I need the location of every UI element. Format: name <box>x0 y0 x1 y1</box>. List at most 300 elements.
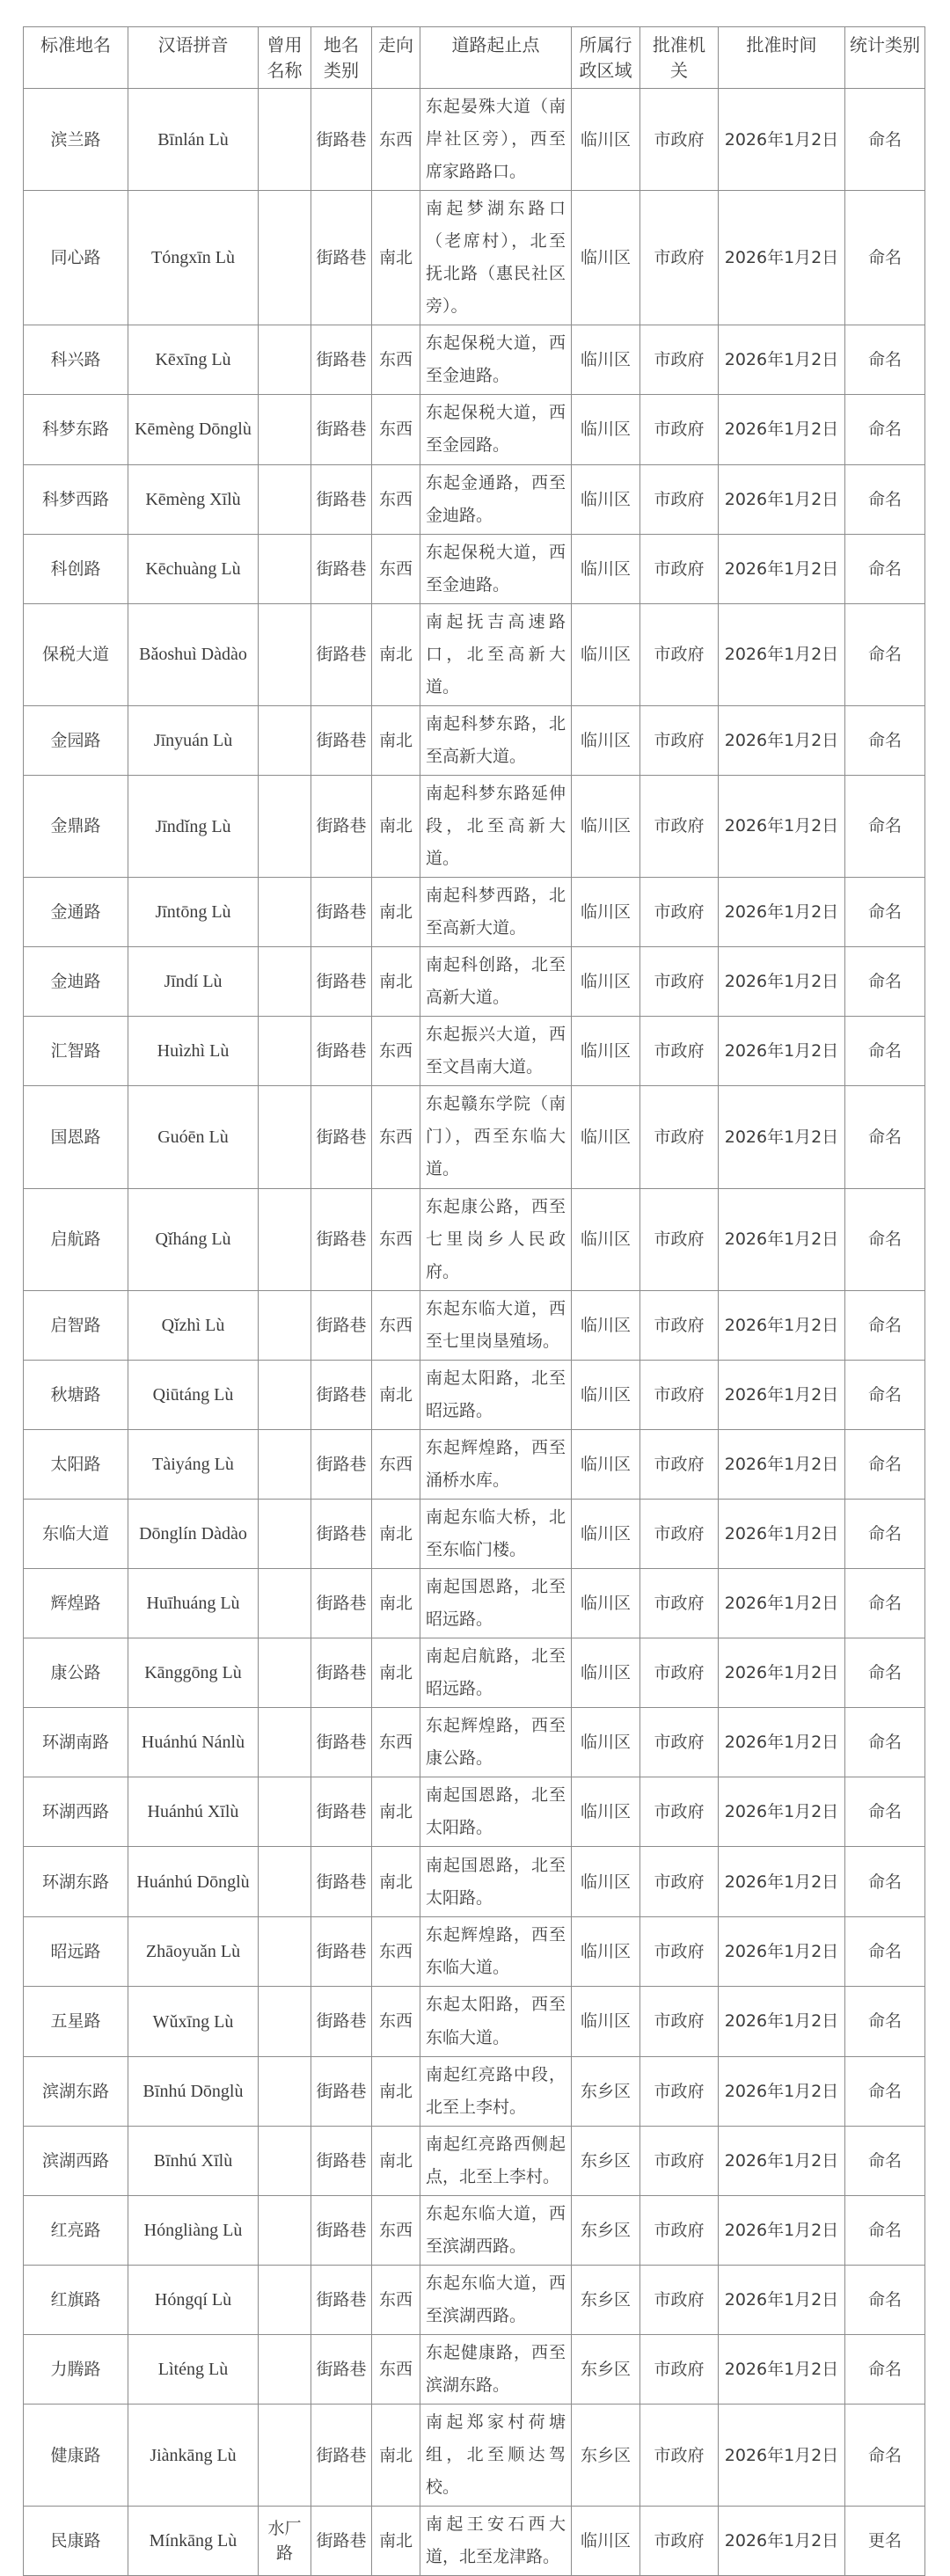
standard-name-cell: 科梦东路 <box>24 395 128 464</box>
authority-cell: 市政府 <box>640 603 719 705</box>
standard-name-cell: 金迪路 <box>24 947 128 1017</box>
direction-cell: 东西 <box>372 464 420 534</box>
date-cell: 2026年1月2日 <box>719 1086 845 1188</box>
category-cell: 街路巷 <box>311 1917 372 1987</box>
authority-cell: 市政府 <box>640 89 719 191</box>
date-cell: 2026年1月2日 <box>719 1638 845 1708</box>
category-cell: 街路巷 <box>311 1017 372 1086</box>
authority-cell: 市政府 <box>640 1086 719 1188</box>
former-name-cell <box>259 325 311 395</box>
route-cell: 东起康公路，西至七里岗乡人民政府。 <box>420 1188 572 1290</box>
direction-cell: 南北 <box>372 775 420 877</box>
stat-category-cell: 命名 <box>845 464 925 534</box>
direction-cell: 东西 <box>372 2265 420 2334</box>
pinyin-cell: Kēmèng Dōnglù <box>128 395 259 464</box>
authority-cell: 市政府 <box>640 1290 719 1360</box>
authority-cell: 市政府 <box>640 1188 719 1290</box>
category-cell: 街路巷 <box>311 1188 372 1290</box>
route-cell: 南起国恩路，北至昭远路。 <box>420 1569 572 1638</box>
authority-cell: 市政府 <box>640 1777 719 1847</box>
district-cell: 东乡区 <box>572 2265 640 2334</box>
former-name-cell <box>259 603 311 705</box>
pinyin-cell: Jīntōng Lù <box>128 878 259 947</box>
district-cell: 东乡区 <box>572 2334 640 2404</box>
table-row <box>24 2507 925 2576</box>
authority-cell: 市政府 <box>640 2405 719 2507</box>
category-cell: 街路巷 <box>311 775 372 877</box>
standard-name-cell: 环湖东路 <box>24 1847 128 1917</box>
district-cell: 临川区 <box>572 705 640 775</box>
table-row <box>24 947 925 1017</box>
stat-category-cell: 命名 <box>845 603 925 705</box>
pinyin-cell: Kānggōng Lù <box>128 1638 259 1708</box>
authority-cell: 市政府 <box>640 1638 719 1708</box>
direction-cell: 东西 <box>372 89 420 191</box>
table-row <box>24 464 925 534</box>
direction-cell: 南北 <box>372 1499 420 1568</box>
standard-name-cell: 金鼎路 <box>24 775 128 877</box>
route-cell: 东起赣东学院（南门），西至东临大道。 <box>420 1086 572 1188</box>
pinyin-cell: Qǐháng Lù <box>128 1188 259 1290</box>
standard-name-cell: 滨湖东路 <box>24 2056 128 2126</box>
pinyin-cell: Qǐzhì Lù <box>128 1290 259 1360</box>
standard-name-cell: 滨湖西路 <box>24 2126 128 2195</box>
date-cell: 2026年1月2日 <box>719 534 845 603</box>
direction-cell: 南北 <box>372 1847 420 1917</box>
pinyin-cell: Jīndí Lù <box>128 947 259 1017</box>
stat-category-cell: 命名 <box>845 1847 925 1917</box>
district-cell: 临川区 <box>572 2507 640 2576</box>
standard-name-cell: 金园路 <box>24 705 128 775</box>
direction-cell: 东西 <box>372 395 420 464</box>
stat-category-cell: 命名 <box>845 2056 925 2126</box>
direction-cell: 东西 <box>372 1188 420 1290</box>
standard-name-cell: 科兴路 <box>24 325 128 395</box>
authority-cell: 市政府 <box>640 775 719 877</box>
direction-cell: 东西 <box>372 1086 420 1188</box>
category-cell: 街路巷 <box>311 2126 372 2195</box>
date-cell: 2026年1月2日 <box>719 603 845 705</box>
date-cell: 2026年1月2日 <box>719 1917 845 1987</box>
date-cell: 2026年1月2日 <box>719 1429 845 1499</box>
date-cell: 2026年1月2日 <box>719 2195 845 2265</box>
direction-cell: 南北 <box>372 2056 420 2126</box>
authority-cell: 市政府 <box>640 2056 719 2126</box>
authority-cell: 市政府 <box>640 1917 719 1987</box>
table-row <box>24 603 925 705</box>
former-name-cell <box>259 1017 311 1086</box>
table-row <box>24 534 925 603</box>
authority-cell: 市政府 <box>640 1847 719 1917</box>
pinyin-cell: Tóngxīn Lù <box>128 191 259 325</box>
category-cell: 街路巷 <box>311 705 372 775</box>
date-cell: 2026年1月2日 <box>719 1987 845 2056</box>
date-cell: 2026年1月2日 <box>719 1290 845 1360</box>
former-name-cell <box>259 2334 311 2404</box>
pinyin-cell: Hóngliàng Lù <box>128 2195 259 2265</box>
date-cell: 2026年1月2日 <box>719 775 845 877</box>
category-cell: 街路巷 <box>311 878 372 947</box>
table-row <box>24 1987 925 2056</box>
former-name-cell <box>259 2195 311 2265</box>
authority-cell: 市政府 <box>640 1429 719 1499</box>
district-cell: 临川区 <box>572 1499 640 1568</box>
former-name-cell <box>259 1638 311 1708</box>
table-row <box>24 1086 925 1188</box>
table-row <box>24 878 925 947</box>
district-cell: 东乡区 <box>572 2126 640 2195</box>
table-row <box>24 2334 925 2404</box>
route-cell: 东起晏殊大道（南岸社区旁），西至席家路路口。 <box>420 89 572 191</box>
category-cell: 街路巷 <box>311 2334 372 2404</box>
standard-name-cell: 保税大道 <box>24 603 128 705</box>
former-name-cell <box>259 705 311 775</box>
route-cell: 东起太阳路，西至东临大道。 <box>420 1987 572 2056</box>
category-cell: 街路巷 <box>311 464 372 534</box>
authority-cell: 市政府 <box>640 1017 719 1086</box>
direction-cell: 东西 <box>372 1017 420 1086</box>
district-cell: 临川区 <box>572 1360 640 1429</box>
former-name-cell <box>259 1360 311 1429</box>
route-cell: 南起红亮路西侧起点，北至上李村。 <box>420 2126 572 2195</box>
category-cell: 街路巷 <box>311 395 372 464</box>
table-row <box>24 775 925 877</box>
date-cell: 2026年1月2日 <box>719 1777 845 1847</box>
former-name-cell <box>259 878 311 947</box>
authority-cell: 市政府 <box>640 2195 719 2265</box>
stat-category-cell: 命名 <box>845 775 925 877</box>
pinyin-cell: Bǎoshuì Dàdào <box>128 603 259 705</box>
authority-cell: 市政府 <box>640 1569 719 1638</box>
standard-name-cell: 康公路 <box>24 1638 128 1708</box>
header-stat-category: 统计类别 <box>845 27 925 89</box>
category-cell: 街路巷 <box>311 1086 372 1188</box>
former-name-cell <box>259 1086 311 1188</box>
date-cell: 2026年1月2日 <box>719 2507 845 2576</box>
district-cell: 临川区 <box>572 395 640 464</box>
former-name-cell <box>259 191 311 325</box>
district-cell: 临川区 <box>572 1429 640 1499</box>
table-row <box>24 1638 925 1708</box>
route-cell: 南起科梦东路，北至高新大道。 <box>420 705 572 775</box>
stat-category-cell: 命名 <box>845 1188 925 1290</box>
pinyin-cell: Qiūtáng Lù <box>128 1360 259 1429</box>
stat-category-cell: 命名 <box>845 1987 925 2056</box>
table-row <box>24 2195 925 2265</box>
route-cell: 东起保税大道，西至金园路。 <box>420 395 572 464</box>
date-cell: 2026年1月2日 <box>719 2126 845 2195</box>
date-cell: 2026年1月2日 <box>719 395 845 464</box>
stat-category-cell: 命名 <box>845 534 925 603</box>
district-cell: 临川区 <box>572 947 640 1017</box>
table-row <box>24 1499 925 1568</box>
route-cell: 东起金通路，西至金迪路。 <box>420 464 572 534</box>
header-former-name: 曾用名称 <box>259 27 311 89</box>
route-cell: 南起科梦东路延伸段，北至高新大道。 <box>420 775 572 877</box>
date-cell: 2026年1月2日 <box>719 705 845 775</box>
authority-cell: 市政府 <box>640 2334 719 2404</box>
category-cell: 街路巷 <box>311 2056 372 2126</box>
direction-cell: 南北 <box>372 1569 420 1638</box>
header-direction: 走向 <box>372 27 420 89</box>
former-name-cell <box>259 1569 311 1638</box>
route-cell: 东起东临大道，西至七里岗垦殖场。 <box>420 1290 572 1360</box>
district-cell: 临川区 <box>572 1569 640 1638</box>
district-cell: 临川区 <box>572 1777 640 1847</box>
direction-cell: 东西 <box>372 1708 420 1777</box>
standard-name-cell: 力腾路 <box>24 2334 128 2404</box>
pinyin-cell: Kēmèng Xīlù <box>128 464 259 534</box>
header-pinyin: 汉语拼音 <box>128 27 259 89</box>
date-cell: 2026年1月2日 <box>719 878 845 947</box>
header-authority: 批准机关 <box>640 27 719 89</box>
pinyin-cell: Jīnyuán Lù <box>128 705 259 775</box>
direction-cell: 东西 <box>372 1290 420 1360</box>
header-route: 道路起止点 <box>420 27 572 89</box>
authority-cell: 市政府 <box>640 1499 719 1568</box>
category-cell: 街路巷 <box>311 2195 372 2265</box>
route-cell: 南起东临大桥，北至东临门楼。 <box>420 1499 572 1568</box>
date-cell: 2026年1月2日 <box>719 325 845 395</box>
standard-name-cell: 民康路 <box>24 2507 128 2576</box>
header-row <box>24 27 925 89</box>
direction-cell: 东西 <box>372 1917 420 1987</box>
authority-cell: 市政府 <box>640 191 719 325</box>
stat-category-cell: 命名 <box>845 1638 925 1708</box>
category-cell: 街路巷 <box>311 1499 372 1568</box>
standard-name-cell: 国恩路 <box>24 1086 128 1188</box>
stat-category-cell: 命名 <box>845 878 925 947</box>
category-cell: 街路巷 <box>311 1638 372 1708</box>
category-cell: 街路巷 <box>311 603 372 705</box>
table-row <box>24 2056 925 2126</box>
district-cell: 临川区 <box>572 464 640 534</box>
authority-cell: 市政府 <box>640 395 719 464</box>
stat-category-cell: 命名 <box>845 191 925 325</box>
district-cell: 东乡区 <box>572 2056 640 2126</box>
former-name-cell <box>259 1429 311 1499</box>
category-cell: 街路巷 <box>311 1847 372 1917</box>
direction-cell: 南北 <box>372 947 420 1017</box>
former-name-cell <box>259 1499 311 1568</box>
authority-cell: 市政府 <box>640 325 719 395</box>
stat-category-cell: 命名 <box>845 705 925 775</box>
former-name-cell <box>259 464 311 534</box>
route-cell: 南起科梦西路，北至高新大道。 <box>420 878 572 947</box>
district-cell: 临川区 <box>572 1708 640 1777</box>
table-row <box>24 1569 925 1638</box>
header-district: 所属行政区域 <box>572 27 640 89</box>
district-cell: 临川区 <box>572 1847 640 1917</box>
category-cell: 街路巷 <box>311 325 372 395</box>
former-name-cell <box>259 1188 311 1290</box>
table-row <box>24 1777 925 1847</box>
table-row <box>24 2126 925 2195</box>
date-cell: 2026年1月2日 <box>719 2405 845 2507</box>
former-name-cell <box>259 947 311 1017</box>
date-cell: 2026年1月2日 <box>719 191 845 325</box>
standard-name-cell: 金通路 <box>24 878 128 947</box>
route-cell: 东起振兴大道，西至文昌南大道。 <box>420 1017 572 1086</box>
route-cell: 南起科创路，北至高新大道。 <box>420 947 572 1017</box>
table-row <box>24 2405 925 2507</box>
route-cell: 南起太阳路，北至昭远路。 <box>420 1360 572 1429</box>
standard-name-cell: 环湖南路 <box>24 1708 128 1777</box>
district-cell: 临川区 <box>572 89 640 191</box>
pinyin-cell: Mínkāng Lù <box>128 2507 259 2576</box>
table-body <box>24 89 925 2576</box>
pinyin-cell: Huìzhì Lù <box>128 1017 259 1086</box>
category-cell: 街路巷 <box>311 1290 372 1360</box>
pinyin-cell: Kēxīng Lù <box>128 325 259 395</box>
route-cell: 南起红亮路中段，北至上李村。 <box>420 2056 572 2126</box>
former-name-cell <box>259 2405 311 2507</box>
direction-cell: 南北 <box>372 1777 420 1847</box>
category-cell: 街路巷 <box>311 1569 372 1638</box>
route-cell: 东起保税大道，西至金迪路。 <box>420 325 572 395</box>
route-cell: 南起王安石西大道，北至龙津路。 <box>420 2507 572 2576</box>
date-cell: 2026年1月2日 <box>719 947 845 1017</box>
pinyin-cell: Huánhú Dōnglù <box>128 1847 259 1917</box>
stat-category-cell: 命名 <box>845 1777 925 1847</box>
route-cell: 东起东临大道，西至滨湖西路。 <box>420 2195 572 2265</box>
district-cell: 临川区 <box>572 603 640 705</box>
route-cell: 东起辉煌路，西至涌桥水库。 <box>420 1429 572 1499</box>
category-cell: 街路巷 <box>311 1987 372 2056</box>
pinyin-cell: Huīhuáng Lù <box>128 1569 259 1638</box>
stat-category-cell: 更名 <box>845 2507 925 2576</box>
category-cell: 街路巷 <box>311 1777 372 1847</box>
standard-name-cell: 科梦西路 <box>24 464 128 534</box>
stat-category-cell: 命名 <box>845 2334 925 2404</box>
direction-cell: 南北 <box>372 2126 420 2195</box>
place-name-table <box>23 26 925 2576</box>
header-standard-name: 标准地名 <box>24 27 128 89</box>
district-cell: 东乡区 <box>572 2405 640 2507</box>
standard-name-cell: 滨兰路 <box>24 89 128 191</box>
date-cell: 2026年1月2日 <box>719 89 845 191</box>
table-row <box>24 1290 925 1360</box>
standard-name-cell: 五星路 <box>24 1987 128 2056</box>
date-cell: 2026年1月2日 <box>719 1188 845 1290</box>
stat-category-cell: 命名 <box>845 1017 925 1086</box>
authority-cell: 市政府 <box>640 2507 719 2576</box>
pinyin-cell: Jīndǐng Lù <box>128 775 259 877</box>
standard-name-cell: 昭远路 <box>24 1917 128 1987</box>
stat-category-cell: 命名 <box>845 395 925 464</box>
stat-category-cell: 命名 <box>845 1917 925 1987</box>
table-row <box>24 2265 925 2334</box>
route-cell: 南起郑家村荷塘组，北至顺达驾校。 <box>420 2405 572 2507</box>
district-cell: 临川区 <box>572 534 640 603</box>
standard-name-cell: 启智路 <box>24 1290 128 1360</box>
district-cell: 东乡区 <box>572 2195 640 2265</box>
direction-cell: 南北 <box>372 878 420 947</box>
date-cell: 2026年1月2日 <box>719 2265 845 2334</box>
category-cell: 街路巷 <box>311 2507 372 2576</box>
former-name-cell <box>259 1987 311 2056</box>
standard-name-cell: 辉煌路 <box>24 1569 128 1638</box>
route-cell: 东起辉煌路，西至东临大道。 <box>420 1917 572 1987</box>
stat-category-cell: 命名 <box>845 89 925 191</box>
pinyin-cell: Bīnhú Dōnglù <box>128 2056 259 2126</box>
former-name-cell <box>259 1917 311 1987</box>
authority-cell: 市政府 <box>640 947 719 1017</box>
direction-cell: 南北 <box>372 2507 420 2576</box>
stat-category-cell: 命名 <box>845 947 925 1017</box>
district-cell: 临川区 <box>572 1086 640 1188</box>
district-cell: 临川区 <box>572 1017 640 1086</box>
stat-category-cell: 命名 <box>845 2195 925 2265</box>
category-cell: 街路巷 <box>311 947 372 1017</box>
standard-name-cell: 启航路 <box>24 1188 128 1290</box>
category-cell: 街路巷 <box>311 2265 372 2334</box>
table-row <box>24 89 925 191</box>
table-row <box>24 1360 925 1429</box>
stat-category-cell: 命名 <box>845 2405 925 2507</box>
pinyin-cell: Bīnlán Lù <box>128 89 259 191</box>
authority-cell: 市政府 <box>640 2126 719 2195</box>
date-cell: 2026年1月2日 <box>719 1569 845 1638</box>
route-cell: 南起抚吉高速路口，北至高新大道。 <box>420 603 572 705</box>
direction-cell: 南北 <box>372 1360 420 1429</box>
direction-cell: 东西 <box>372 534 420 603</box>
authority-cell: 市政府 <box>640 1708 719 1777</box>
date-cell: 2026年1月2日 <box>719 1360 845 1429</box>
district-cell: 临川区 <box>572 1188 640 1290</box>
stat-category-cell: 命名 <box>845 1086 925 1188</box>
table-row <box>24 1017 925 1086</box>
stat-category-cell: 命名 <box>845 2265 925 2334</box>
district-cell: 临川区 <box>572 1638 640 1708</box>
table-row <box>24 1429 925 1499</box>
authority-cell: 市政府 <box>640 1987 719 2056</box>
pinyin-cell: Lìténg Lù <box>128 2334 259 2404</box>
standard-name-cell: 东临大道 <box>24 1499 128 1568</box>
district-cell: 临川区 <box>572 1987 640 2056</box>
pinyin-cell: Huánhú Nánlù <box>128 1708 259 1777</box>
direction-cell: 南北 <box>372 191 420 325</box>
direction-cell: 南北 <box>372 2405 420 2507</box>
date-cell: 2026年1月2日 <box>719 2056 845 2126</box>
route-cell: 南起国恩路，北至太阳路。 <box>420 1847 572 1917</box>
date-cell: 2026年1月2日 <box>719 2334 845 2404</box>
date-cell: 2026年1月2日 <box>719 1499 845 1568</box>
standard-name-cell: 红旗路 <box>24 2265 128 2334</box>
table-row <box>24 705 925 775</box>
pinyin-cell: Huánhú Xīlù <box>128 1777 259 1847</box>
former-name-cell <box>259 1847 311 1917</box>
table-row <box>24 1917 925 1987</box>
table-row <box>24 1847 925 1917</box>
route-cell: 南起启航路，北至昭远路。 <box>420 1638 572 1708</box>
direction-cell: 南北 <box>372 1638 420 1708</box>
former-name-cell <box>259 534 311 603</box>
district-cell: 临川区 <box>572 775 640 877</box>
district-cell: 临川区 <box>572 1917 640 1987</box>
former-name-cell <box>259 395 311 464</box>
category-cell: 街路巷 <box>311 1708 372 1777</box>
standard-name-cell: 太阳路 <box>24 1429 128 1499</box>
category-cell: 街路巷 <box>311 191 372 325</box>
stat-category-cell: 命名 <box>845 2126 925 2195</box>
pinyin-cell: Kēchuàng Lù <box>128 534 259 603</box>
former-name-cell <box>259 2126 311 2195</box>
route-cell: 东起保税大道，西至金迪路。 <box>420 534 572 603</box>
authority-cell: 市政府 <box>640 534 719 603</box>
stat-category-cell: 命名 <box>845 1708 925 1777</box>
category-cell: 街路巷 <box>311 1429 372 1499</box>
